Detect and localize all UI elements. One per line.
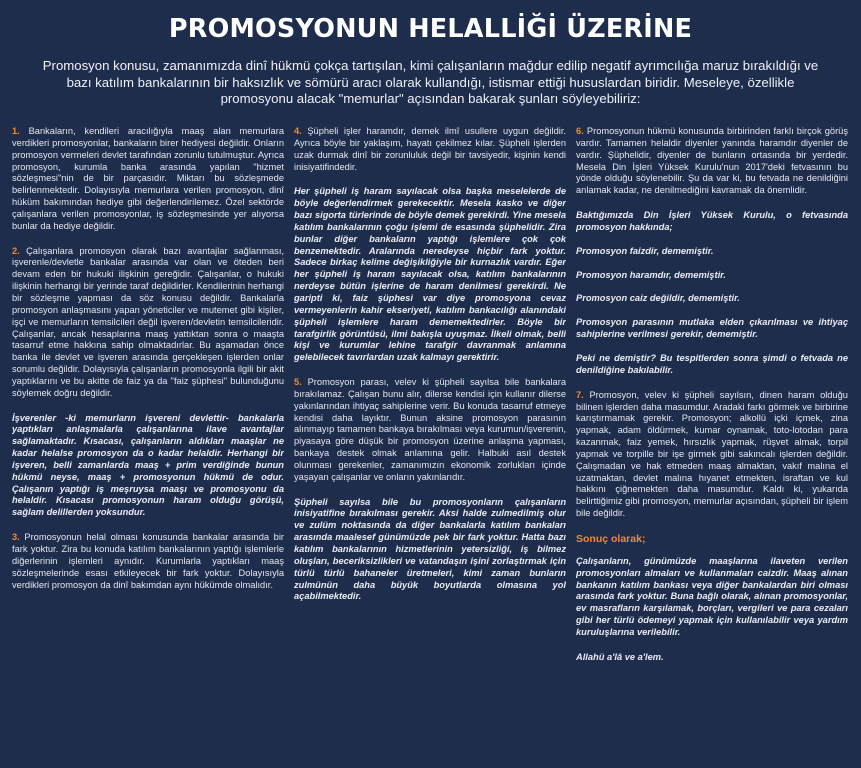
- paragraph-text: Promosyon parası, velev ki şüpheli sayılsa bile bankalara bırakılamaz. Çalışan bunu alır, dilerse kendisi için kullanır dilerse yakınlarından ihtiyaç sahiplerine verir. Bu konuda tasarruf etmeye kendisi daha layıktır. Bunun aksine promosyon parasının alınmayıp tamamen bankaya bırakılması veya kurumun/işverenin, piyasaya göre düşük bir promosyon üzerine anlaşma yapması, bankaya destek olmak anlamına gelir. Halbuki asıl destek olunması gerekenler, zamanımızın ekonomik zorlukları içinde yaşayan çalışanlar ve onların yakınlarıdır.: [294, 377, 566, 482]
- conclusion-heading: Sonuç olarak;: [576, 532, 646, 545]
- fetva-point: Promosyon faizdir, dememiştir.: [576, 245, 714, 256]
- paragraph-emphasis: Her şüpheli iş haram sayılacak olsa başka meselelerde de böyle değerlendirmek gerekecektir. Mesela kasko ve diğer bazı sigorta türlerinde de böyle demek gerekirdi. Yine mesela katılım bankalarının çoğu işlemi de esasında şüphelidir. Zira bunlar diğer bankaların yaptığı işlemlere çok çok benzemektedir. Aralarında neredeyse hiçbir fark yoktur. Sadece birkaç kelime değişikliğiyle bir kurnazlık vardır. Eğer her şüpheli iş haram sayılacak olsa, katılım bankalarının nerdeyse bütün işlerine de haram denilmesi gerekirdi. Ne garipti ki, faiz şüphesi var diye promosyona cevaz vermeyenlerin kahir ekseriyeti, katılım bankacılığı alanındaki şüpheli işlemlere haram dememektedirler. Böyle bir tarafgirlik görüntüsü, ilmi bakışla uyuşmaz. İlkeli olmak, belli kişi ve kurumlar lehine tarafgir davranmak anlamına gelebilecek tavırlardan uzak kalmayı gerektirir.: [294, 186, 566, 363]
- item-number: 6.: [576, 126, 584, 136]
- paragraph-6: [576, 126, 848, 197]
- fetva-point: Promosyon caiz değildir, dememiştir.: [576, 293, 740, 304]
- paragraph-1: [12, 126, 284, 233]
- paragraph-emphasis: Şüpheli sayılsa bile bu promosyonların çalışanların inisiyatifine bırakılması gerekir. Aksi halde zulmedilmiş olur ve zulüm noktasında da diğer bankalarla katılım bankaları arasında maalesef günümüzde pek bir fark yoktur. Hatta bazı katılım bankalarının hizmetlerinin yetersizliği, iş bilmez oluşları, beceriksizlikleri ve vatandaşın işini zorlaştırmak için türlü türlü bahaneler üretmeleri, kimi zaman bunların zulmünün daha büyük boyutlarda olmasına yol açabilmektedir.: [294, 496, 566, 602]
- paragraph-text: Şüpheli işler haramdır, demek ilmî usullere uygun değildir. Ayrıca böyle bir yaklaşım, hayatı çekilmez kılar. Şüpheli işlerden uzak durmak dinî bir zorunluluk değil bir tavsiyedir, kişinin kendi inisiyatifindedir.: [294, 126, 566, 172]
- item-number: 3.: [12, 532, 20, 543]
- paragraph-text: Promosyonun helal olması konusunda bankalar arasında bir fark yoktur. Zira bu konuda katılım bankalarının yaptığı işlemlerle diğerlerinin işlemleri aynıdır. Kurumlarla yaptıkları maaş sözleşmelerinde esası etkileyecek bir fark yoktur. Dolayısıyla verdikleri promosyon da dinî bakımdan aynı hükümde olmalıdır.: [12, 532, 284, 590]
- paragraph-3: [12, 532, 284, 591]
- closing-phrase: Allahü a'lâ ve a'lem.: [576, 651, 664, 662]
- paragraph-emphasis: İşverenler -ki memurların işvereni devlettir- bankalarla yaptıkları anlaşmalarla çalışanlarına ilave avantajlar sağlamaktadır. Kısacası, çalışanların aldıkları maaşlar ne kadar helalse promosyon da o kadar helaldir. Herhangi bir işveren, belli zamanlarda maaş + prim verdiğinde bunun hükmü neyse, maaş + promosyonun hükmü de odur. Çalışanın yaptığı iş meşruysa maaşı ve promosyonu da helaldir. Kısacası promosyonun haram olduğu görüşü, sağlam delillerden yoksundur.: [12, 412, 284, 518]
- paragraph-text: Promosyon, velev ki şüpheli sayılsın, dinen haram olduğu bilinen işlerden daha masumdur. Aradaki farkı görmek ve birbirine karıştırmamak gerekir. Promosyon; alkollü içki içmek, zina yapmak, adam öldürmek, kumar oynamak, toto-lotodan para kazanmak, faiz yemek, hırsızlık yapmak, rüşvet almak, torpil yapmak ve torpille bir işe girmek gibi sakıncalı işlerden değildir. Çalışmadan ve hak etmeden maaş almaktan, vakıf malına el uzatmaktan, devlet malına hıyanet etmekten, israftan ve kul hakkını çiğnemekten daha masumdur. Kaldı ki, yukarıda belirttiğimiz gibi promosyon, memurlar açısından, şüpheli bir işlem bile değildir.: [576, 389, 848, 519]
- paragraph-7: [576, 390, 848, 520]
- item-number: 5.: [294, 377, 302, 388]
- paragraph-text: Promosyonun hükmü konusunda birbirinden farklı birçok görüş vardır. Tamamen helaldir diyenler yanında haramdır diyenler de vardır. Şüphelidir, diyenler de bunların ortasında bir yerdedir. Mesela Din İşleri Yüksek Kurulu'nun 2017'deki fetvasının bu yönde olduğu söylenebilir. Şu da var ki, bu fetvada ne denildiğini anlamak kadar, ne denilmediğini kavramak da önemlidir.: [576, 126, 848, 196]
- paragraph-4: [294, 126, 566, 173]
- fetva-point: Promosyon haramdır, dememiştir.: [576, 269, 726, 280]
- paragraph-text: Bankaların, kendileri aracılığıyla maaş alan memurlara verdikleri promosyonlar, bankaların birer hediyesi değildir. Onların promosyon vermeleri devlet tarafından zorunlu tutulmuştur. Ayrıca promosyon, kurumla banka arasında yapılan "hizmet sözleşmesi"nin de bir parçasıdır. Miktarı bu sözleşmede belirlenmektedir. Dolayısıyla memurlara verilen promosyon, dinî hüküm bakımından hediye gibi değerlendirilemez. Özel sektörde çalışanlara verilen promosyonlar, iş sözleşmesinde yer alıyorsa bunlar da hediye değildir.: [12, 126, 284, 231]
- paragraph-text: Çalışanlara promosyon olarak bazı avantajlar sağlanması, işverenle/devletle bankalar arasında var olan ve öteden beri devam eden bir hukuki ilişkinin gereğidir. Çalışanlar, o hukuki ilişkinin herhangi bir yerinde taraf değildirler. Kendilerinin herhangi bir sözleşme yapması da söz konusu değildir. Bankalarla promosyon anlaşmasını yapan yöneticiler ve mutemet gibi kişiler, işçi ve memurların temsilcileri değil işveren/devletin temsilcileridir. Çalışanlar, ancak hesaplarına maaş yattıktan sonra o maaşta tasarruf etme hakkına sahip olmaktadırlar. Bu aşamadan önce banka ile devlet ve işveren arasında gerçekleşen işlerden onlar sorumlu değildir. Dolayısıyla çalışanların promosyonla ilgili bir akit yaptıklarını ve bu akitte de faiz ya da "faiz şüphesi" bulunduğunu söylemek doğru değildir.: [12, 245, 284, 398]
- article-columns: [12, 126, 850, 762]
- fetva-question: Peki ne demiştir? Bu tespitlerden sonra şimdi o fetvada ne denildiğine bakılabilir.: [576, 352, 848, 375]
- paragraph-2: [12, 246, 284, 400]
- item-number: 4.: [294, 126, 302, 136]
- column-3: [576, 126, 848, 762]
- article-intro: Promosyon konusu, zamanımızda dinî hükmü çokça tartışılan, kimi çalışanların mağdur edilip negatif ayrımcılığa maruz bırakıldığı ve bazı katılım bankalarının bir haksızlık ve sömürü aracı olarak kullandığı, istismar ettiği hususlardan biridir. Meseleye, özellikle promosyonu alacak "memurlar" açısından bakarak şunları söyleyebiliriz:: [42, 58, 819, 106]
- article-title: PROMOSYONUN HELALLİĞİ ÜZERİNE: [168, 14, 693, 44]
- column-2: [294, 126, 566, 762]
- fetva-intro: Baktığımızda Din İşleri Yüksek Kurulu, o fetvasında promosyon hakkında;: [576, 210, 848, 232]
- conclusion-text: Çalışanların, günümüzde maaşlarına ilaveten verilen promosyonları almaları ve kullanmaları caizdir. Maaş alınan bankanın katılım bankası veya diğer bankalardan biri olması arasında fark yoktur. Buna bağlı olarak, alınan promosyonlar, ev masrafların karşılamak, borçları, vergileri ve para cezaları gibi her türlü ödemeyi yapmak için kullanılabilir veya yardım kuruluşlarına verilebilir.: [576, 555, 848, 637]
- paragraph-5: [294, 377, 566, 484]
- item-number: 2.: [12, 245, 20, 256]
- column-1: [12, 126, 284, 762]
- item-number: 7.: [576, 389, 584, 400]
- fetva-point: Promosyon parasının mutlaka elden çıkarılması ve ihtiyaç sahiplerine verilmesi gerekir, dememiştir.: [576, 317, 848, 340]
- item-number: 1.: [12, 126, 20, 136]
